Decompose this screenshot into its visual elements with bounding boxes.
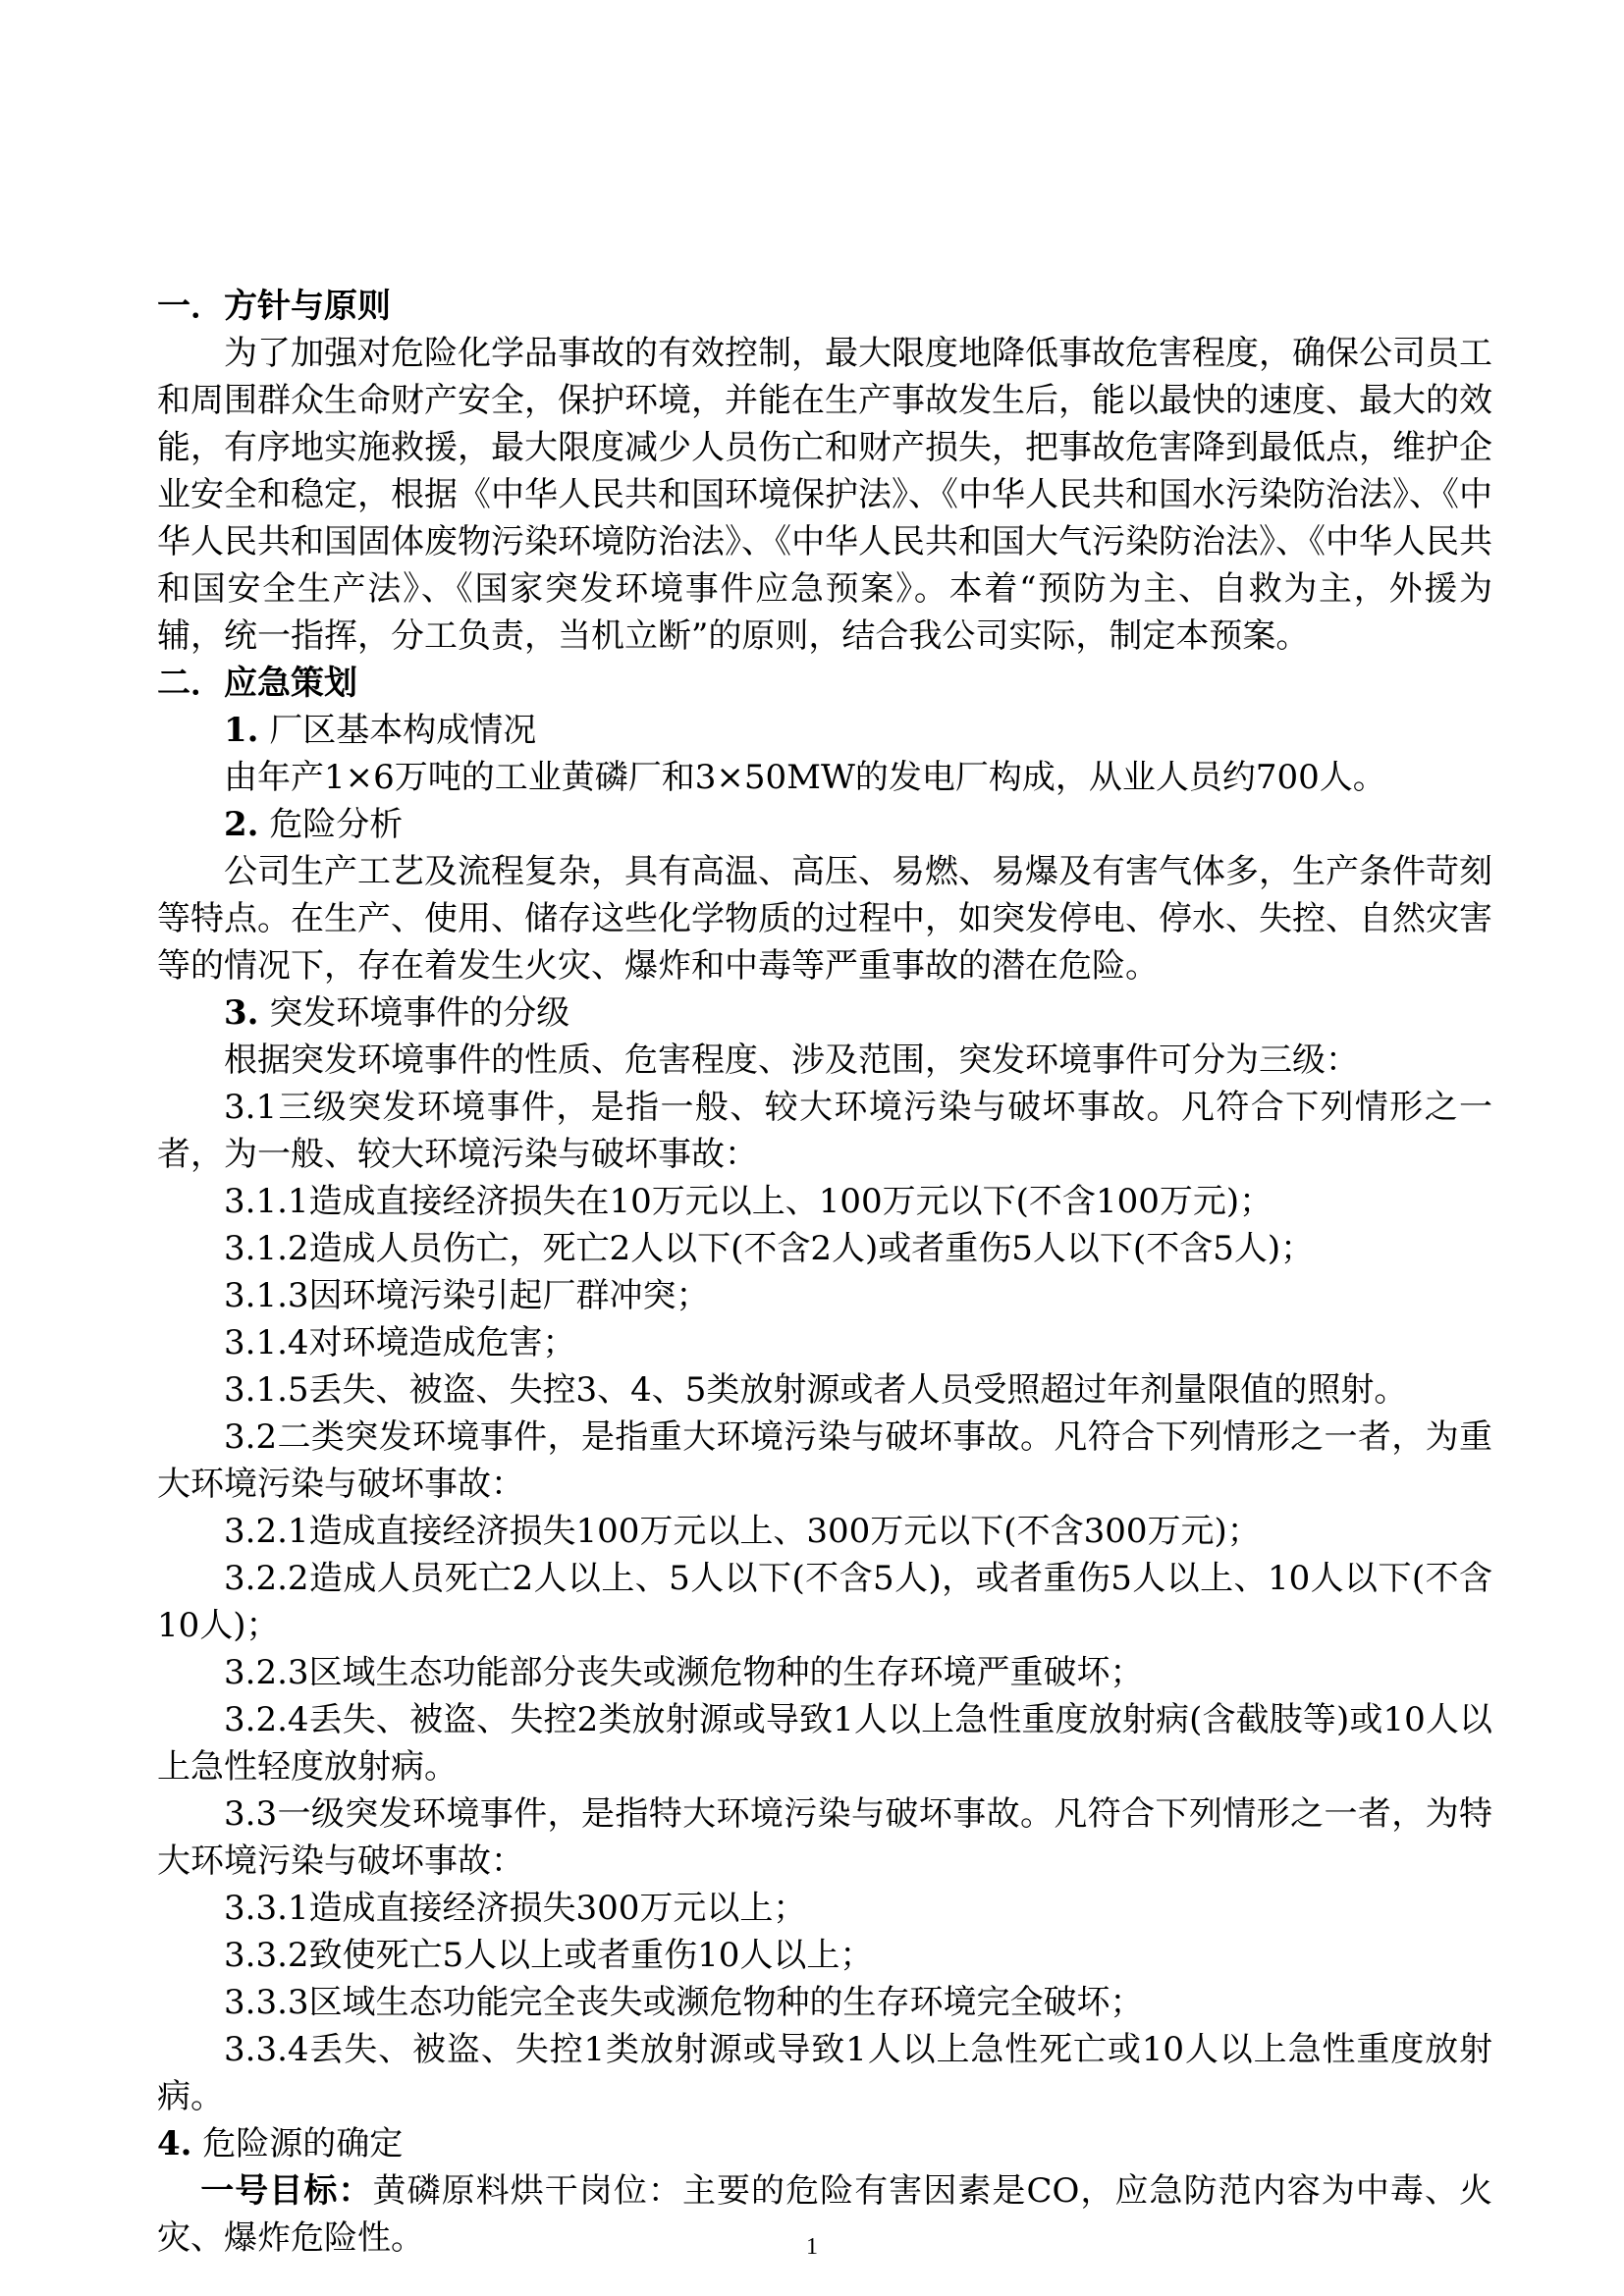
item-3-heading: [157, 989, 1492, 1037]
item-2-title: 危险分析: [258, 805, 404, 844]
clause-3-2-3: 3.2.3区域生态功能部分丧失或濒危物种的生存环境严重破坏；: [224, 1653, 1144, 1692]
clause-3-1: 3.1三级突发环境事件，是指一般、较大环境污染与破坏事故。凡符合下列情形之一者，为一般、较大环境污染与破坏事故：: [157, 1088, 1492, 1174]
item-1-title: 厂区基本构成情况: [258, 711, 537, 750]
clause-3-3-2: 3.3.2致使死亡5人以上或者重伤10人以上；: [224, 1936, 874, 1975]
clause-3-1-3: 3.1.3因环境污染引起厂群冲突；: [224, 1276, 710, 1315]
clause-3-3: 3.3一级突发环境事件，是指特大环境污染与破坏事故。凡符合下列情形之一者，为特大环境污染与破坏事故：: [157, 1794, 1492, 1881]
clause-3-2: 3.2二类突发环境事件，是指重大环境污染与破坏事故。凡符合下列情形之一者，为重大环境污染与破坏事故：: [157, 1417, 1492, 1504]
clause-3-1-1: 3.1.1造成直接经济损失在10万元以上、100万元以下(不含100万元)；: [224, 1182, 1273, 1221]
item-2-body: 公司生产工艺及流程复杂，具有高温、高压、易燃、易爆及有害气体多，生产条件苛刻等特点。在生产、使用、储存这些化学物质的过程中，如突发停电、停水、失控、自然灾害等的情况下，存在着发生火灾、爆炸和中毒等严重事故的潜在危险。: [157, 852, 1492, 986]
item-3-title: 突发环境事件的分级: [258, 993, 570, 1033]
item-2-number: 2.: [224, 805, 259, 844]
item-1-body: 由年产1×6万吨的工业黄磷厂和3×50MW的发电厂构成，从业人员约700人。: [224, 758, 1386, 797]
item-4-title: 危险源的确定: [191, 2124, 404, 2163]
clause-3-2-4: 3.2.4丢失、被盗、失控2类放射源或导致1人以上急性重度放射病(含截肢等)或10人以上急性轻度放射病。: [157, 1700, 1492, 1787]
item-4-heading: [157, 2120, 1492, 2167]
clause-3-3-3: 3.3.3区域生态功能完全丧失或濒危物种的生存环境完全破坏；: [224, 1983, 1144, 2022]
section-1-title: 一．方针与原则: [157, 287, 391, 326]
target-1-label: 一号目标：: [200, 2171, 373, 2211]
target-1-body: 黄磷原料烘干岗位：主要的危险有害因素是CO，应急防范内容为中毒、火灾、爆炸危险性。: [157, 2171, 1493, 2258]
clause-3-1-4: 3.1.4对环境造成危害；: [224, 1323, 576, 1362]
document-page: [157, 283, 1492, 2262]
page-number: 1: [806, 2234, 818, 2260]
clause-3-2-2: 3.2.2造成人员死亡2人以上、5人以下(不含5人)，或者重伤5人以上、10人以下(不含10人)；: [157, 1559, 1492, 1645]
item-1-heading: [157, 707, 1492, 754]
item-1-number: 1.: [224, 711, 259, 750]
clause-3-1-5: 3.1.5丢失、被盗、失控3、4、5类放射源或者人员受照超过年剂量限值的照射。: [224, 1370, 1408, 1410]
clause-3-2-1: 3.2.1造成直接经济损失100万元以上、300万元以下(不含300万元)；: [224, 1512, 1261, 1551]
section-1-body: 为了加强对危险化学品事故的有效控制，最大限度地降低事故危害程度，确保公司员工和周围群众生命财产安全，保护环境，并能在生产事故发生后，能以最快的速度、最大的效能，有序地实施救援，最大限度减少人员伤亡和财产损失，把事故危害降到最低点，维护企业安全和稳定，根据《中华人民共和国环境保护法》、《中华人民共和国水污染防治法》、《中华人民共和国固体废物污染环境防治法》、《中华人民共和国大气污染防治法》、《中华人民共和国安全生产法》、《国家突发环境事件应急预案》。本着“预防为主、自救为主，外援为辅，统一指挥，分工负责，当机立断”的原则，结合我公司实际，制定本预案。: [157, 334, 1492, 656]
section-2-title: 二．应急策划: [157, 664, 357, 703]
item-4-number: 4.: [157, 2124, 192, 2163]
item-2-heading: [157, 801, 1492, 848]
clause-3-3-1: 3.3.1造成直接经济损失300万元以上；: [224, 1889, 807, 1928]
clause-3-1-2: 3.1.2造成人员伤亡，死亡2人以下(不含2人)或者重伤5人以下(不含5人)；: [224, 1229, 1315, 1268]
item-3-body: 根据突发环境事件的性质、危害程度、涉及范围，突发环境事件可分为三级：: [224, 1041, 1359, 1080]
item-3-number: 3.: [224, 993, 259, 1033]
clause-3-3-4: 3.3.4丢失、被盗、失控1类放射源或导致1人以上急性死亡或10人以上急性重度放射病。: [157, 2030, 1492, 2116]
